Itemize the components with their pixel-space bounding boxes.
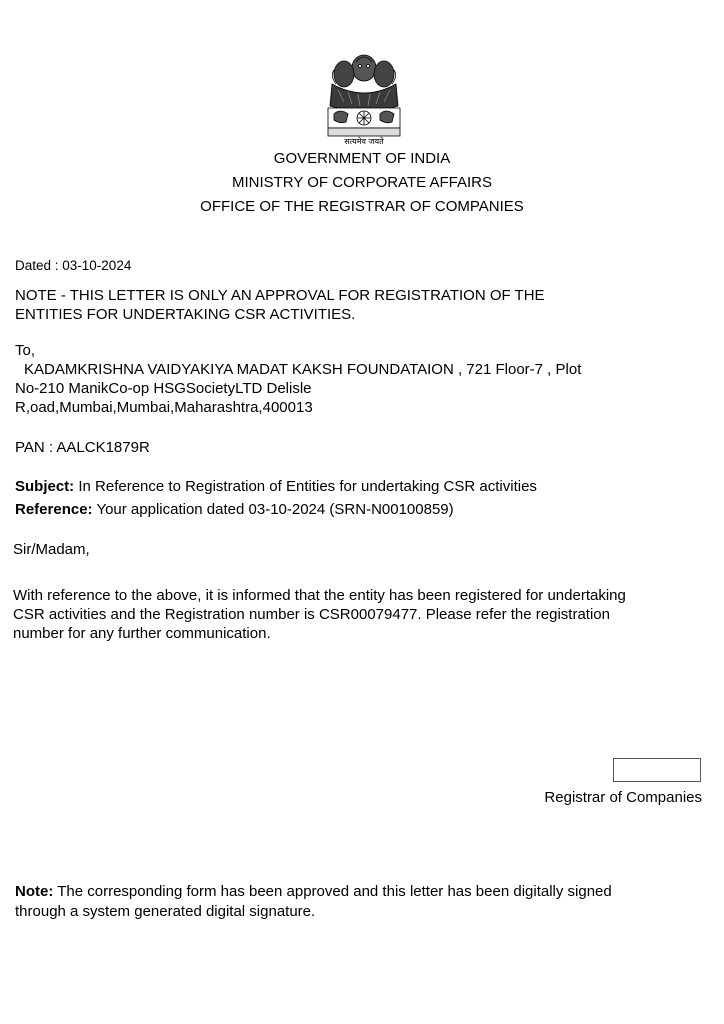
footer-note-line2: through a system generated digital signature. (15, 903, 316, 920)
dated-line: Dated : 03-10-2024 (15, 258, 132, 273)
note-top-line2: ENTITIES FOR UNDERTAKING CSR ACTIVITIES. (15, 306, 356, 323)
digital-signature-box (613, 758, 701, 782)
body-line2: CSR activities and the Registration number is CSR00079477. Please refer the registration (13, 606, 610, 623)
footer-note-text1: The corresponding form has been approved and this letter has been digitally signed (53, 883, 612, 900)
reference-text: Your application dated 03-10-2024 (SRN-N00100859) (92, 501, 454, 518)
recipient-line1: KADAMKRISHNA VAIDYAKIYA MADAT KAKSH FOUNDATAION , 721 Floor-7 , Plot (24, 361, 582, 378)
header-government: GOVERNMENT OF INDIA (273, 150, 451, 167)
pan-line: PAN : AALCK1879R (15, 439, 150, 456)
recipient-line2: No-210 ManikCo-op HSGSocietyLTD Delisle (15, 380, 312, 397)
reference-line (15, 500, 454, 519)
body-line3: number for any further communication. (13, 625, 271, 642)
footer-note-line1 (15, 882, 612, 901)
subject-text: In Reference to Registration of Entities for undertaking CSR activities (74, 478, 537, 495)
note-top-line1: NOTE - THIS LETTER IS ONLY AN APPROVAL FOR REGISTRATION OF THE (15, 287, 545, 304)
footer-note-label: Note: (15, 883, 54, 900)
recipient-line3: R,oad,Mumbai,Mumbai,Maharashtra,400013 (15, 399, 313, 416)
national-emblem-icon (318, 50, 410, 148)
registrar-title: Registrar of Companies (544, 789, 702, 806)
reference-label: Reference: (15, 501, 93, 518)
header-office: OFFICE OF THE REGISTRAR OF COMPANIES (200, 198, 524, 215)
body-line1: With reference to the above, it is informed that the entity has been registered for undertaking (13, 587, 626, 604)
emblem-motto: सत्यमेव जयते (344, 137, 384, 146)
subject-label: Subject: (15, 478, 75, 495)
subject-line (15, 477, 537, 496)
salutation: Sir/Madam, (13, 541, 90, 558)
header-ministry: MINISTRY OF CORPORATE AFFAIRS (231, 174, 493, 191)
recipient-to: To, (15, 342, 36, 359)
